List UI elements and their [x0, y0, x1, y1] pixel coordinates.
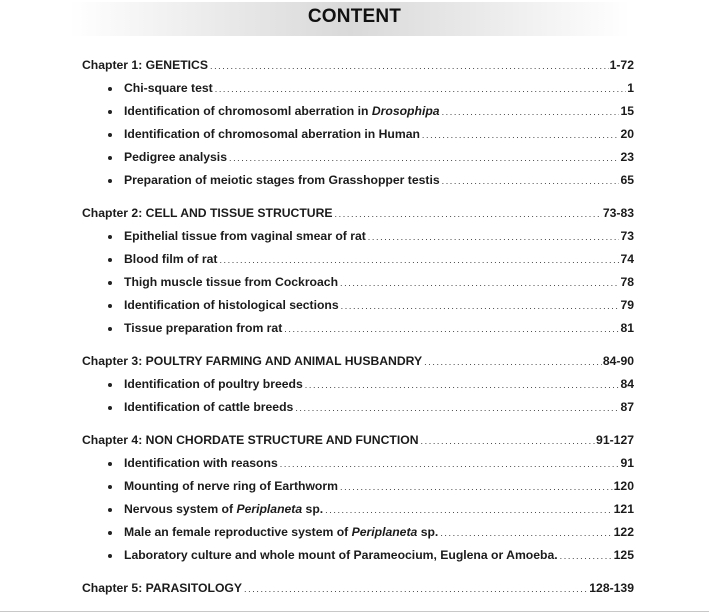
chapter-title: Chapter 1: GENETICS [82, 58, 208, 72]
entry-title: Preparation of meiotic stages from Grasshopper testis [124, 173, 440, 187]
entry-title: Pedigree analysis [124, 150, 227, 164]
dot-leader [340, 278, 619, 288]
bullet-icon [108, 156, 112, 160]
entry-title: Nervous system of Periplaneta sp. [124, 502, 324, 516]
toc-entry[interactable] [82, 252, 634, 275]
bullet-icon [108, 554, 112, 558]
toc-entry[interactable] [82, 173, 634, 196]
toc-entry[interactable] [82, 525, 634, 548]
bullet-icon [108, 462, 112, 466]
chapter-page-range: 128-139 [589, 581, 634, 595]
dot-leader [368, 232, 620, 242]
dot-leader [219, 255, 619, 265]
entry-title: Male an female reproductive system of Periplaneta sp. [124, 525, 439, 539]
entry-title: Identification of chromosomal aberration in Human [124, 127, 420, 141]
dot-leader [442, 107, 620, 117]
toc-entry[interactable] [82, 298, 634, 321]
toc-entry[interactable] [82, 104, 634, 127]
chapter-page-range: 84-90 [602, 354, 634, 368]
entry-page: 81 [620, 321, 634, 335]
bullet-icon [108, 87, 112, 91]
entry-page: 120 [613, 479, 634, 493]
bullet-icon [108, 508, 112, 512]
chapter-2-heading[interactable] [82, 206, 634, 229]
chapter-5-heading[interactable] [82, 581, 634, 604]
dot-leader [442, 176, 620, 186]
entry-title: Identification of histological sections [124, 298, 339, 312]
entry-title: Identification of poultry breeds [124, 377, 303, 391]
chapter-page-range: 73-83 [602, 206, 634, 220]
toc-entry[interactable] [82, 275, 634, 298]
dot-leader [215, 84, 627, 94]
dot-leader [284, 324, 619, 334]
bullet-icon [108, 179, 112, 183]
entry-page: 121 [613, 502, 634, 516]
bullet-icon [108, 304, 112, 308]
section-spacer [82, 423, 634, 433]
bullet-icon [108, 406, 112, 410]
entry-page: 79 [620, 298, 634, 312]
dot-leader [421, 436, 596, 446]
dot-leader [340, 482, 613, 492]
chapter-title: Chapter 5: PARASITOLOGY [82, 581, 243, 595]
chapter-page-range: 91-127 [596, 433, 634, 447]
dot-leader [341, 301, 620, 311]
chapter-title: Chapter 2: CELL AND TISSUE STRUCTURE [82, 206, 333, 220]
entry-title: Chi-square test [124, 81, 213, 95]
entry-title: Identification of cattle breeds [124, 400, 294, 414]
entry-title: Mounting of nerve ring of Earthworm [124, 479, 338, 493]
entry-title: Thigh muscle tissue from Cockroach [124, 275, 339, 289]
dot-leader [560, 551, 613, 561]
toc-entry[interactable] [82, 479, 634, 502]
dot-leader [440, 528, 612, 538]
dot-leader [295, 403, 619, 413]
bullet-icon [108, 383, 112, 387]
section-spacer [82, 344, 634, 354]
entry-page: 78 [620, 275, 634, 289]
chapter-3-heading[interactable] [82, 354, 634, 377]
bullet-icon [108, 258, 112, 262]
dot-leader [325, 505, 613, 515]
entry-page: 125 [613, 548, 634, 562]
dot-leader [424, 357, 602, 367]
entry-title: Blood film of rat [124, 252, 218, 266]
bullet-icon [108, 235, 112, 239]
entry-page: 84 [620, 377, 634, 391]
toc-entry[interactable] [82, 456, 634, 479]
entry-title: Tissue preparation from rat [124, 321, 283, 335]
entry-title: Epithelial tissue from vaginal smear of rat [124, 229, 366, 243]
entry-page: 1 [627, 81, 634, 95]
toc-entry[interactable] [82, 81, 634, 104]
chapter-page-range: 1-72 [609, 58, 634, 72]
entry-page: 65 [620, 173, 634, 187]
dot-leader [244, 584, 588, 594]
bullet-icon [108, 531, 112, 535]
bottom-divider [0, 611, 709, 612]
entry-title: Identification with reasons [124, 456, 278, 470]
entry-page: 122 [613, 525, 634, 539]
dot-leader [210, 61, 609, 71]
entry-page: 74 [620, 252, 634, 266]
bullet-icon [108, 281, 112, 285]
bullet-icon [108, 485, 112, 489]
entry-page: 15 [620, 104, 634, 118]
entry-page: 20 [620, 127, 634, 141]
toc-entry[interactable] [82, 502, 634, 525]
bullet-icon [108, 133, 112, 137]
chapter-1-heading[interactable] [82, 58, 634, 81]
entry-page: 23 [620, 150, 634, 164]
toc-entry[interactable] [82, 150, 634, 173]
entry-page: 73 [620, 229, 634, 243]
page-title: CONTENT [307, 6, 402, 27]
entry-title: Identification of chromosoml aberration in Drosophipa [124, 104, 440, 118]
entry-page: 91 [620, 456, 634, 470]
toc-entry[interactable] [82, 377, 634, 400]
dot-leader [229, 153, 619, 163]
toc-entry[interactable] [82, 229, 634, 252]
dot-leader [280, 459, 620, 469]
section-spacer [82, 196, 634, 206]
table-of-contents [82, 58, 634, 604]
chapter-4-heading[interactable] [82, 433, 634, 456]
dot-leader [335, 209, 602, 219]
toc-entry[interactable] [82, 127, 634, 150]
entry-page: 87 [620, 400, 634, 414]
toc-entry[interactable] [82, 400, 634, 423]
dot-leader [305, 380, 620, 390]
toc-entry[interactable] [82, 548, 634, 571]
chapter-title: Chapter 3: POULTRY FARMING AND ANIMAL HUSBANDRY [82, 354, 423, 368]
chapter-title: Chapter 4: NON CHORDATE STRUCTURE AND FUNCTION [82, 433, 419, 447]
bullet-icon [108, 110, 112, 114]
section-spacer [82, 571, 634, 581]
bullet-icon [108, 327, 112, 331]
toc-entry[interactable] [82, 321, 634, 344]
entry-title: Laboratory culture and whole mount of Parameocium, Euglena or Amoeba. [124, 548, 558, 562]
dot-leader [422, 130, 620, 140]
